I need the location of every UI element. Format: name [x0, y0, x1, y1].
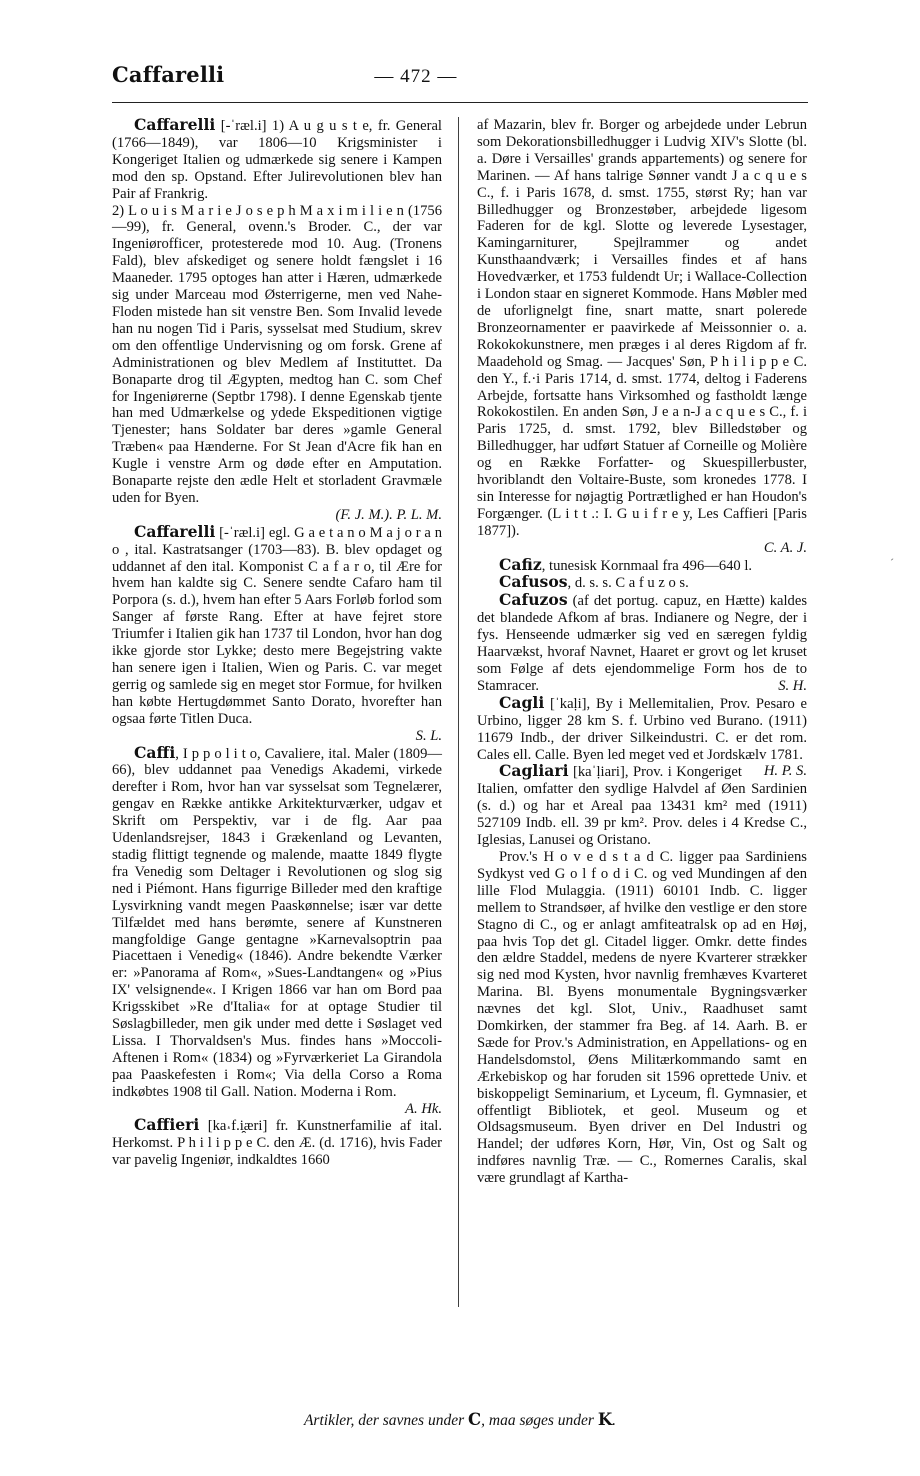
entry-caffarelli-1-part2: [112, 203, 442, 507]
headword: Caffarelli: [134, 521, 216, 541]
headword: Cagliari: [499, 761, 569, 781]
entry-signature: (F. J. M.). P. L. M.: [335, 506, 442, 523]
entry-body-2: Prov.'s H o v e d s t a d C. ligger paa Sardiniens Sydkyst ved G o l f o d i C. og ved Mundingen af den lille Flod Mulaggia. (1911) 60101 Indb. C. ligger mellem to Strandsøer, af hvilke den vestlige er den store Stagno di C., og er anlagt amfiteatralsk op ad en Høj, paa hvis Top det gl. Citadel ligger. Omkr. dette findes den ældre Staddel, medens de nyere Kvarterer strækker sig ned mod Kysten, hvor navnlig fremhæves Kvarteret Marina. Bl. Byens monumentale Bygningsværker nævnes det kgl. Slot, Univ., Raadhuset samt Domkirken, der stammer fra Beg. af 14. Aarh. B. er Sæde for Prov.'s Administration, en Appellations- og en Handelsdomstol, Øens Militærkommando samt en Ærkebiskop og har foruden sit 1596 oprettede Univ. et biskoppeligt Seminarium, et Lyceum, fl. Gymnasier, et offentligt Bibliotek, et geol. Museum og et Oldsagsmuseum. Byen driver en Del Industri og Handel; der udføres Korn, Hør, Vin, Ost og Salt og indføres navnlig Træ. — C., Romernes Caralis, skal være grundlagt af Kartha-: [477, 848, 807, 1187]
headword: Cagli: [499, 692, 545, 712]
entry-signature: C. A. J.: [763, 539, 807, 556]
entry-cagliari-city: [477, 849, 807, 1187]
running-head-word: Caffarelli: [112, 62, 225, 87]
page-footer: [0, 1410, 920, 1430]
edge-mark: ´: [890, 556, 894, 570]
entry-body: By i Mellemitalien, Prov. Pesaro e Urbino, ligger 28 km S. f. Urbino ved Burano. (1911) 11679 Indb., der driver Silkeindustri. C. er det rom. Cales ell. Calle. Byen led meget ved et Jordskælv 1781.: [477, 695, 807, 763]
footer-text-after: .: [612, 1412, 617, 1429]
pronunciation: [ˈkaḷi]: [550, 695, 587, 712]
entry-signature: S. H.: [778, 677, 807, 694]
entry-cafiz: Cafiz, tunesisk Kornmaal fra 496—640 l.: [499, 554, 753, 574]
entry-body: af Mazarin, blev fr. Borger og arbejdede under Lebrun som Dekorationsbilledhugger i Ludvig XIV's Slotte (bl. a. Døre i Versailles' grands appartements) og senere for Marinen. — Af hans talrige Sønner vandt J a c q u e s C., f. i Paris 1678, d. smst. 1755, størst Ry; han var Billedhugger og Bronzestøber, arbejdede ligesom Faderen for de kgl. Slotte og leverede Lysestager, Kamingarniturer, Spejlrammer og andet Kunsthaandværk; i Versailles findes et af hans Hovedværker, et 1753 fuldendt Ur; i Wallace-Collection i London staar en signeret Kommode. Hans Møbler med de uforlignelgt fine, snart matte, snart polerede Bronzeornamenter er paavirkede af Meissonnier o. a. Rokokokunstnere, men præges i al deres Rigdom af fr. Maadehold og Smag. — Jacques' Søn, P h i l i p p e C. den Y., f.·i Paris 1714, d. smst. 1774, deltog i Faderens Arbejde, fortsatte hans Virksomhed og fastholdt længe Rokokostilen. En anden Søn, J e a n-J a c q u e s C., f. i Paris 1725, d. smst. 1792, blev Billedstøber og Billedhugger, har udført Statuer af Corneille og Molière og en Række Forfatter- og Skuespillerbuster, hvoriblandt den Voltaire-Buste, som kronedes 1778. I sin Interesse for nøjagtig Portrætlighed er han Houdon's Forgænger. (L i t t .: I. G u i f r e y, Les Caffieri [Paris 1877]).: [477, 117, 807, 539]
footer-letter-k: K: [597, 1410, 613, 1429]
entry-body-2: 2) L o u i s M a r i e J o s e p h M a x i m i l i e n (1756—99), fr. General, ovenn.'s Broder. C., der var Ingeniørofficer, protesterede mod 10. Aug. (Tronens Fald), blev afskediget og senere holdt fængslet i 16 Maaneder. 1795 optoges han atter i Hæren, udmærkede sig under Marceau mod Østerrigerne, men ved Nahe-Floden mistede han sit venstre Ben. Som Invalid levede han nu nogen Tid i Paris, sysselsat med Studium, skrev om den offentlige Undervisning og om forsk. Grene af Administrationen og blev Medlem af Instituttet. Da Bonaparte drog til Ægypten, medtog han C. som Chef for Ingeniørerne (Septbr 1798). I denne Egenskab tjente han med Udmærkelse og ydede Ekspeditionen vigtige Tjenester; hans Soldater bar deres »gamle General Træben« paa Hænderne. For St Jean d'Acre fik han en Kugle i venstre Arm og døde efter en Amputation. Bonaparte rejste den ædle Helt et storladent Gravmæle uden for Byen.: [112, 202, 442, 506]
footer-text-middle: , maa søges under: [481, 1412, 594, 1429]
headword: Caffieri: [134, 1115, 200, 1135]
entry-body: d. s. s. C a f u z o s.: [574, 575, 689, 592]
headword: Caffarelli: [134, 115, 216, 134]
pronunciation: [ka˔f.i̯æri]: [207, 1118, 268, 1135]
header-rule: [112, 102, 808, 103]
entry-body: tunesisk Kornmaal fra 496—640 l.: [549, 557, 753, 574]
page-number: — 472 —: [374, 66, 458, 87]
entry-body: Prov. i Kongeriget Italien, omfatter den sydlige Halvdel af Øen Sardinien (s. d.) og har et Areal paa 13431 km² med (1911) 527109 Indb. ell. 39 pr km². Prov. deles i 4 Kredse C., Iglesias, Lanusei og Oristano.: [477, 764, 807, 849]
entry-body: fr. Kunstnerfamilie af ital. Herkomst. P h i l i p p e C. den Æ. (d. 1716), hvis Fader var pavelig Ingeniør, indkaldtes 1660: [112, 1118, 442, 1169]
entry-caffieri: [112, 1117, 442, 1169]
headword: Cafiz: [499, 554, 542, 574]
text-columns: [112, 117, 808, 1307]
entry-body: (af det portug. capuz, en Hætte) kaldes det blandede Afkom af bras. Indianere og Negre, der i fys. Henseende udmærker sig ved en særegen fyldig Haarvækst, hvoraf Navnet, Haaret er grovt og let kruset som Følge af dets ejendommelige Form hos de to Stamracer.: [477, 593, 807, 694]
entry-cagli: Cagli [ˈkaḷi], By i Mellemitalien, Prov. Pesaro e Urbino, ligger 28 km S. f. Urbino ved Burano. (1911) 11679 Indb., der driver Silkeindustri. C. er det rom. Cales ell. Calle. Byen led meget ved et Jordskælv 1781. H. P. S.: [477, 692, 807, 780]
pronunciation: [kaˈḷiari]: [572, 764, 625, 781]
column-divider: [458, 117, 459, 1307]
entry-caffi: Caffi, I p p o l i t o, Cavaliere, ital. Maler (1809—66), blev uddannet paa Venedigs Akademi, virkede derefter i Rom, hvor han var sysselsat som Tegnelærer, gengav en Række antikke Arkitekturværker, udgav et Skrift om Perspektiv, var i de flg. Aar paa Udenlandsrejser, 1843 i Grækenland og Levanten, stadig flittigt tegnende og malende, maatte 1849 flygte fra Venedig som Deltager i Revolutionen og slog sig ned i Piémont. Hans figurrige Billeder med den kraftige Lysvirkning vandt megen Paaskønnelse; især var dette Tilfældet med hans berømte, senere af Kunstneren mangfoldige Gange gentagne »Karnevalsoptrin paa Piacettaen i Venedig« (1846). Andre bekendte Værker er: »Panorama af Rom«, »Sues-Landtangen« og »Pius IX' velsignende«. I Krigen 1866 var han om Bord paa Krigsskibet »Re d'Italia« for at optage Studier til Søslagbilleder, men gik under med dette i Søslaget ved Lissa. I Thorvaldsen's Mus. findes hans »Moccoli-Aftenen i Rom« (1834) og »Fyrværkeriet La Girandola paa Paaskefesten i Rom«; Via della Corso a Roma indkøbtes 1908 til Gall. Nation. Moderna i Rom.: [112, 742, 442, 1100]
entry-cagliari: Cagliari [kaˈḷiari], Prov. i Kongeriget Italien, omfatter den sydlige Halvdel af Øen Sardinien (s. d.) og har et Areal paa 13431 km² med (1911) 527109 Indb. ell. 39 pr km². Prov. deles i 4 Kredse C., Iglesias, Lanusei og Oristano.: [477, 761, 807, 849]
entry-body: 1) A u g u s t e, fr. General (1766—1849), var 1806—10 Krigsminister i Kongeriget Italien og udmærkede sig senere i Kampen mod den sp. Opstand. Efter Julirevolutionen blev han Pair af Frankrig.: [112, 118, 442, 202]
column-right: [459, 117, 807, 1307]
entry-body: egl. G a e t a n o M a j o r a n o , ital. Kastratsanger (1703—83). B. blev opdaget og uddannet af den ital. Komponist C a f a r o, til Ære for hvem han kaldte sig C. Senere sendte Cafaro ham til Porpora (s. d.), hvem han efter 5 Aars Forløb forlod som Sanger af første Rang. Efter at have fejret store Triumfer i Italien gik han 1737 til London, hvor han dog ikke gjorde stor Lykke; desto mere Begejstring vakte han senere igen i Italien, Wien og Paris. C. var meget gerrig og samlede sig en meget stor Formue, for hvilken han købte Hertugdømmet Santo Dorato, hvorefter han ogsaa førte Titlen Duca.: [112, 524, 442, 727]
running-head: [112, 62, 808, 96]
headword: Cafusos: [499, 572, 568, 592]
entry-caffarelli-1: [112, 117, 442, 203]
entry-caffarelli-2: [112, 521, 442, 728]
entry-signature: A. Hk.: [405, 1100, 442, 1117]
headword: Cafuzos: [499, 590, 568, 610]
entry-body: I p p o l i t o, Cavaliere, ital. Maler (1809—66), blev uddannet paa Venedigs Akademi, virkede derefter i Rom, hvor han var sysselsat som Tegnelærer, gengav en Række antikke Arkitekturværker, udgav et Skrift om Perspektiv, var i de flg. Aar paa Udenlandsrejser, 1843 i Grækenland og Levanten, stadig flittigt tegnende og malende, maatte 1849 flygte fra Venedig som Deltager i Revolutionen og slog sig ned i Piémont. Hans figurrige Billeder med den kraftige Lysvirkning vandt megen Paaskønnelse; især var dette Tilfældet med hans berømte, senere af Kunstneren mangfoldige Gange gentagne »Karnevalsoptrin paa Piacettaen i Venedig« (1846). Andre bekendte Værker er: »Panorama af Rom«, »Sues-Landtangen« og »Pius IX' velsignende«. I Krigen 1866 var han om Bord paa Krigsskibet »Re d'Italia« for at optage Studier til Søslagbilleder, men gik under med dette i Søslaget ved Lissa. I Thorvaldsen's Mus. findes hans »Moccoli-Aftenen i Rom« (1834) og »Fyrværkeriet La Girandola paa Paaskefesten i Rom«; Via della Corso a Roma indkøbtes 1908 til Gall. Nation. Moderna i Rom.: [112, 745, 442, 1100]
entry-cafusos: Cafusos, d. s. s. C a f u z o s.: [499, 572, 689, 592]
pronunciation: [-ˈræl.i]: [219, 524, 265, 541]
pronunciation: [-ˈræl.i]: [220, 118, 267, 134]
column-left: [112, 117, 458, 1307]
footer-text-before: Artikler, der savnes under: [303, 1412, 465, 1429]
entry-signature: S. L.: [415, 727, 442, 744]
headword: Caffi: [134, 742, 176, 762]
footer-letter-c: C: [467, 1410, 482, 1429]
entry-cafuzos: [477, 592, 807, 694]
entry-signature: H. P. S.: [763, 763, 807, 780]
entry-caffieri-continued: [477, 117, 807, 540]
